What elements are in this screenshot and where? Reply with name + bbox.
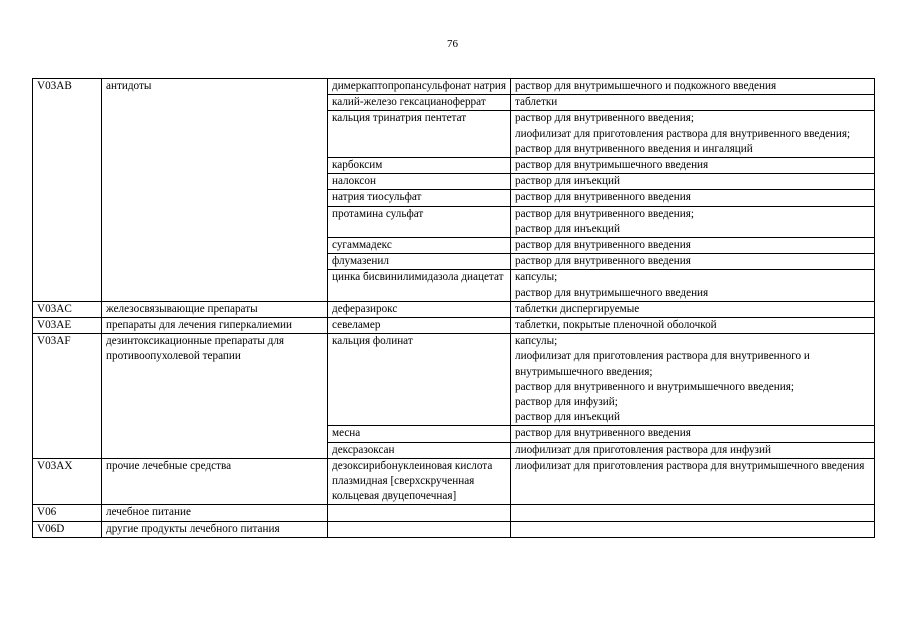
dosage-form-cell bbox=[511, 442, 875, 458]
dosage-form-line: капсулы; bbox=[515, 271, 558, 284]
drug-name-cell: месна bbox=[328, 426, 511, 442]
table-row bbox=[33, 79, 875, 95]
dosage-form-line: раствор для внутримышечного введения bbox=[515, 286, 709, 299]
dosage-form-line: лиофилизат для приготовления раствора для инфузий bbox=[515, 443, 771, 456]
dosage-form-cell bbox=[511, 254, 875, 270]
dosage-form-line: раствор для внутривенного и внутримышечного введения; bbox=[515, 380, 795, 393]
dosage-form-line: раствор для инъекций bbox=[515, 222, 620, 235]
dosage-form-cell bbox=[511, 301, 875, 317]
group-name-cell: другие продукты лечебного питания bbox=[102, 521, 328, 537]
drug-table bbox=[32, 78, 875, 538]
dosage-form-line: лиофилизат для приготовления раствора для внутримышечного введения bbox=[515, 459, 865, 472]
atc-code-cell: V03AB bbox=[33, 79, 102, 302]
dosage-form-cell bbox=[511, 458, 875, 505]
dosage-form-cell bbox=[511, 174, 875, 190]
dosage-form-line: таблетки диспергируемые bbox=[515, 302, 640, 315]
dosage-form-cell bbox=[511, 158, 875, 174]
atc-code-cell: V03AC bbox=[33, 301, 102, 317]
drug-name-cell: деферазирокс bbox=[328, 301, 511, 317]
dosage-form-cell bbox=[511, 79, 875, 95]
dosage-form-cell bbox=[511, 270, 875, 301]
dosage-form-line: лиофилизат для приготовления раствора для внутривенного и внутримышечного введения; bbox=[515, 350, 810, 378]
drug-name-cell: протамина сульфат bbox=[328, 206, 511, 237]
dosage-form-line: раствор для внутримышечного и подкожного введения bbox=[515, 80, 777, 92]
atc-code-cell: V06D bbox=[33, 521, 102, 537]
group-name-cell: лечебное питание bbox=[102, 505, 328, 521]
group-name-cell: антидоты bbox=[102, 79, 328, 302]
group-name-cell: железосвязывающие препараты bbox=[102, 301, 328, 317]
drug-name-cell: флумазенил bbox=[328, 254, 511, 270]
group-name-cell: прочие лечебные средства bbox=[102, 458, 328, 505]
drug-name-cell: дезоксирибонуклеиновая кислота плазмидная [сверхскрученная кольцевая двуцепочечная] bbox=[328, 458, 511, 505]
dosage-form-cell bbox=[511, 505, 875, 521]
drug-name-cell: сугаммадекс bbox=[328, 238, 511, 254]
dosage-form-line: раствор для внутримышечного введения bbox=[515, 159, 709, 172]
drug-name-cell: натрия тиосульфат bbox=[328, 190, 511, 206]
dosage-form-cell bbox=[511, 521, 875, 537]
atc-code-cell: V03AF bbox=[33, 334, 102, 459]
dosage-form-line: раствор для внутривенного введения bbox=[515, 427, 691, 440]
drug-name-cell: цинка бисвинилимидазола диацетат bbox=[328, 270, 511, 301]
drug-name-cell: кальция фолинат bbox=[328, 334, 511, 426]
drug-name-cell: дексразоксан bbox=[328, 442, 511, 458]
dosage-form-cell bbox=[511, 238, 875, 254]
table-row bbox=[33, 334, 875, 426]
dosage-form-line: раствор для инъекций bbox=[515, 411, 620, 424]
drug-name-cell: севеламер bbox=[328, 318, 511, 334]
drug-name-cell: калий-железо гексацианоферрат bbox=[328, 95, 511, 111]
atc-code-cell: V06 bbox=[33, 505, 102, 521]
dosage-form-cell bbox=[511, 318, 875, 334]
dosage-form-cell bbox=[511, 95, 875, 111]
dosage-form-line: раствор для внутривенного введения bbox=[515, 239, 691, 252]
dosage-form-line: раствор для инфузий; bbox=[515, 396, 618, 409]
dosage-form-line: капсулы; bbox=[515, 335, 558, 348]
drug-name-cell bbox=[328, 521, 511, 537]
atc-code-cell: V03AX bbox=[33, 458, 102, 505]
atc-code-cell: V03AE bbox=[33, 318, 102, 334]
group-name-cell: дезинтоксикационные препараты для противоопухолевой терапии bbox=[102, 334, 328, 459]
drug-name-cell bbox=[328, 505, 511, 521]
dosage-form-line: раствор для внутривенного введения; bbox=[515, 207, 694, 220]
dosage-form-line: раствор для внутривенного введения и ингаляций bbox=[515, 142, 753, 155]
dosage-form-cell bbox=[511, 426, 875, 442]
dosage-form-line: раствор для внутривенного введения; bbox=[515, 112, 694, 125]
page-number: 76 bbox=[447, 38, 458, 50]
dosage-form-cell bbox=[511, 334, 875, 426]
table-row bbox=[33, 521, 875, 537]
drug-name-cell: карбоксим bbox=[328, 158, 511, 174]
table-row bbox=[33, 458, 875, 505]
table-row bbox=[33, 301, 875, 317]
drug-name-cell: димеркаптопропансульфонат натрия bbox=[328, 79, 511, 95]
table-row bbox=[33, 505, 875, 521]
dosage-form-line: лиофилизат для приготовления раствора для внутривенного введения; bbox=[515, 127, 851, 140]
group-name-cell: препараты для лечения гиперкалиемии bbox=[102, 318, 328, 334]
dosage-form-line: раствор для внутривенного введения bbox=[515, 255, 691, 268]
dosage-form-cell bbox=[511, 111, 875, 158]
dosage-form-line: раствор для инъекций bbox=[515, 175, 620, 188]
dosage-form-cell bbox=[511, 206, 875, 237]
dosage-form-line: таблетки bbox=[515, 96, 558, 109]
dosage-form-line: раствор для внутривенного введения bbox=[515, 191, 691, 204]
dosage-form-line: таблетки, покрытые пленочной оболочкой bbox=[515, 319, 717, 332]
drug-name-cell: налоксон bbox=[328, 174, 511, 190]
table-row bbox=[33, 318, 875, 334]
dosage-form-cell bbox=[511, 190, 875, 206]
drug-name-cell: кальция тринатрия пентетат bbox=[328, 111, 511, 158]
